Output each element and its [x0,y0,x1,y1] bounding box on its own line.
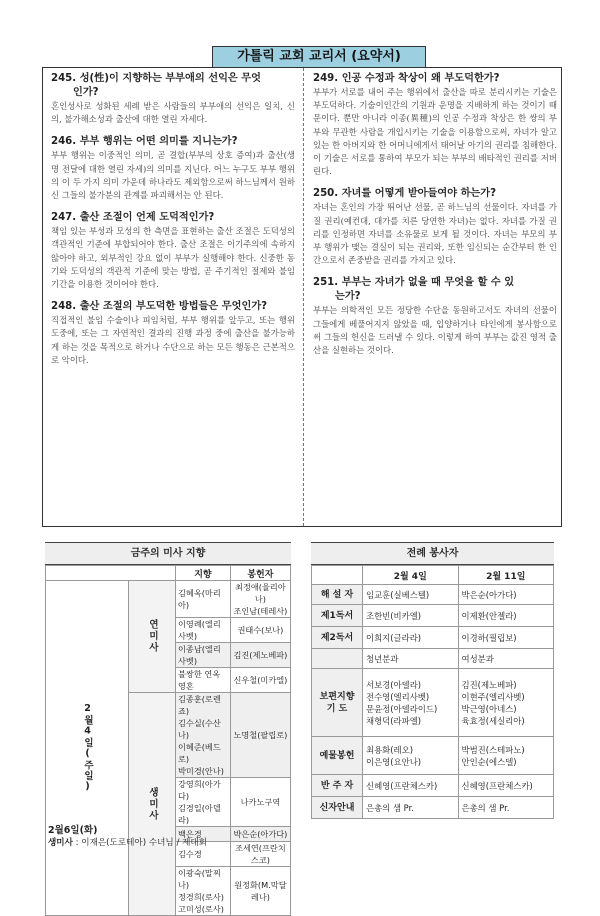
question-answer: 자녀는 혼인의 가장 뛰어난 선물, 곧 하느님의 선물이다. 자녀를 가질 권리(예컨대, 대가를 치른 당연한 자녀)는 없다. 자녀를 가질 권리를 인정하면 자녀를 소유물로 보게 될 것이다. 자녀는 부모의 부부 행위가 맺는 결실이 되는 권리와, 또한 임신되는 순간부터 한 인간으로서 존중받을 권리를 가지고 있다. [313,202,557,266]
server-name-col2: 김진(제노베파) 이현주(엘리사벳) 박근영(아네스) 육효정(세실리아) [458,669,554,737]
question-answer: 부부가 서로를 내어 주는 행위에서 출산을 따로 분리시키는 기술은 부도덕하다. 기술이인간의 기원과 운명을 지배하게 하는 것이기 때문이다. 뿐만 아니라 이종(異種)의 인공 수정과 착상은 한 쌍의 부부와 무관한 사람을 개입시키는 기술을 이용함으로써, 자녀가 알고 있는 한 아버지와 한 어머니에게서 태어날 아기의 권리를 침해한다. 이 기술은 서로를 통하여 부모가 되는 부부의 배타적인 권리를 저버린다. [313,87,557,177]
saeng-mi-sa-label: 생미사 [129,693,176,916]
server-name-col2: 이경하(필립보) [458,627,554,649]
intention-name: 강영희(아가다) 김경일(아델라) [176,778,231,827]
server-name-col2: 여성분과 [458,649,554,669]
question-answer: 직접적인 불임 수술이나 피임처럼, 부부 행위를 앞두고, 또는 행위 도중에, 또는 그 자연적인 결과의 진행 과정 중에 출산을 불가능하게 하는 것을 목적으로 하거나 수단으로 하는 모든 행동은 근본적으로 악이다. [51,315,295,365]
offerer-name: 원정화(M.막달레나) [230,867,290,916]
question-answer: 혼인성사로 성화된 세례 받은 사람들의 부부애의 선익은 일치, 신의, 불가해소성과 출산에 대한 열린 자세다. [51,101,295,125]
table-row [312,649,554,669]
server-name-col1: 청년분과 [363,649,459,669]
server-name-col1: 이희지(글라라) [363,627,459,649]
question-number: 251. [313,277,339,289]
server-role: 해 설 자 [312,585,363,605]
question-title [313,276,557,304]
server-role: 제1독서 [312,605,363,627]
date-col2-header: 2월 11일 [458,566,554,585]
question-title-line: 자녀를 어떻게 받아들여야 하는가? [341,188,497,200]
question-block [51,300,295,367]
question-title [313,187,557,201]
liturgy-servers-title: 전례 봉사자 [311,542,554,565]
question-number: 245. [51,73,77,84]
column-divider [303,68,304,526]
question-title-line: 인가? [73,87,99,98]
question-block [313,72,557,178]
mass-intention-table [45,565,291,916]
liturgy-servers-table [311,565,554,819]
table-row [312,737,554,775]
offerer-name: 신우철(미카엘) [230,668,290,693]
question-answer: 부부 행위는 이중적인 의미, 곧 결합(부부의 상호 증여)과 출산(생명 전달에 대한 열린 자세)의 의미를 지닌다. 어느 누구도 부부 행위의 이 두 가지 의미 가운데 하나라도 제외함으로써 하느님께서 원하신 그들의 불가분의 관계를 파괴해서는 안 된다. [51,150,295,201]
server-name-col1: 조한빈(비카엘) [363,605,459,627]
table-row [312,585,554,605]
server-name-col2: 이제환(안젤라) [458,605,554,627]
mass-table-body [46,581,291,916]
table-row [312,605,554,627]
weekday-date: 2월6일(화) [48,825,98,836]
intention-name: 김종훈(로렌죠) 김수실(수산나) 이혜준(베드로) 박미경(안나) [176,693,231,778]
server-name-col2: 신혜영(프란체스카) [458,775,554,797]
catechism-box [42,67,562,527]
question-title-line: 성(性)이 지향하는 부부애의 선익은 무엇 [79,73,261,84]
intention-name: 김수경 [176,842,231,867]
servers-table-body [312,585,554,819]
offerer-header: 봉헌자 [230,566,290,581]
table-row [312,775,554,797]
question-title [51,211,295,225]
server-role: 제2독서 [312,627,363,649]
question-block [51,211,295,291]
table-row [312,669,554,737]
server-name-col2: 박은순(아가다) [458,585,554,605]
server-name-col1: 서보경(아델라) 전수영(엘리사벳) 문윤정(아델라이드) 채형덕(라파엘) [363,669,459,737]
server-role: 신자안내 [312,797,363,819]
offerer-name: 나카노구역 [230,778,290,827]
yeon-mi-sa-label: 연미사 [129,581,176,693]
offerer-name: 박은순(아가다) [230,827,290,842]
catechism-title: 가톨릭 교회 교리서 (요약서) [212,46,426,68]
server-name-col1: 신혜영(프란체스카) [363,775,459,797]
question-title-line: 부부 행위는 어떤 의미를 지니는가? [79,136,238,148]
offerer-name: 권태수(보나) [230,618,290,643]
blank-header [46,566,176,581]
catechism-left-column [51,72,295,376]
question-answer: 책임 있는 부성과 모성의 한 측면을 표현하는 출산 조절은 도덕성의 객관적인 기준에 부합되어야 한다. 출산 조절은 이기주의에 속하지 않아야 하고, 외부적인 강요 없이 부부가 실행해야 한다. 신중한 동기와 도덕성의 객관적 기준에 맞는 방법, 곧 주기적인 절제와 불임 기간을 이용한 것이어야 한다. [51,226,295,290]
server-name-col2: 박범진(스테파노) 안인순(에스델) [458,737,554,775]
server-name-col1: 임교훈(실베스텔) [363,585,459,605]
question-title [51,72,295,100]
mass-intention-title: 금주의 미사 지향 [45,542,291,565]
intention-name: 김혜옥(마리아) [176,581,231,618]
weekday-mass-text: : 이재은(도로테아) 수녀님 / 제대회 [75,838,207,848]
date-col1-header: 2월 4일 [363,566,459,585]
question-block [313,187,557,267]
question-title [313,72,557,86]
question-block [313,276,557,357]
server-role: 반 주 자 [312,775,363,797]
intention-name: 이영례(엘리사벳) [176,618,231,643]
intention-name: 백은경 [176,827,231,842]
server-name-col1: 은총의 샘 Pr. [363,797,459,819]
question-number: 250. [313,188,339,200]
mass-date-cell: 2월4일(주일) [46,581,129,916]
question-title-line: 출산 조절이 언제 도덕적인가? [79,212,215,224]
offerer-name: 김진(제노베파) [230,643,290,668]
question-title-line: 출산 조절의 부도덕한 방법들은 무엇인가? [79,301,268,313]
question-answer: 부부는 의학적인 모든 정당한 수단을 동원하고서도 자녀의 선물이 그들에게 베풀어지지 않았을 때, 입양하거나 타인에게 봉사함으로써 그들의 헌신을 드러낼 수 있다. 이렇게 하여 부부는 값진 영적 출산을 실현하는 것이다. [313,305,557,356]
question-title [51,300,295,314]
server-name-col1: 최용화(레오) 이은영(요안나) [363,737,459,775]
question-number: 247. [51,212,77,224]
question-number: 246. [51,136,77,148]
offerer-name: 최정애(율리아나) 조인남(테레사) [230,581,290,618]
server-name-col2: 은총의 샘 Pr. [458,797,554,819]
server-role: 보편지향 기 도 [312,669,363,737]
intention-name: 이광숙(말찌나) 정경희(로사) 고미성(로사) [176,867,231,916]
question-block [51,72,295,126]
question-title [51,135,295,149]
weekday-mass-label: 생미사 [48,838,73,848]
question-title-line: 인공 수정과 착상이 왜 부도덕한가? [341,73,500,84]
server-role [312,649,363,669]
question-number: 248. [51,301,77,313]
intention-header: 지향 [176,566,231,581]
server-role: 예물봉헌 [312,737,363,775]
table-row [312,797,554,819]
offerer-name: 조세연(프란치스코) [230,842,290,867]
table-row [46,581,291,618]
question-title-line: 부부는 자녀가 없을 때 무엇을 할 수 있 [341,277,515,289]
role-header [312,566,363,585]
question-number: 249. [313,73,339,84]
weekday-mass-line [48,836,207,848]
table-row [312,627,554,649]
intention-name: 이종남(엘리사벳) [176,643,231,668]
offerer-name: 노명철(팔립로) [230,693,290,778]
question-title-line: 는가? [335,291,361,303]
catechism-right-column [313,72,557,366]
intention-name: 불쌍한 연옥 영혼 [176,668,231,693]
question-block [51,135,295,202]
